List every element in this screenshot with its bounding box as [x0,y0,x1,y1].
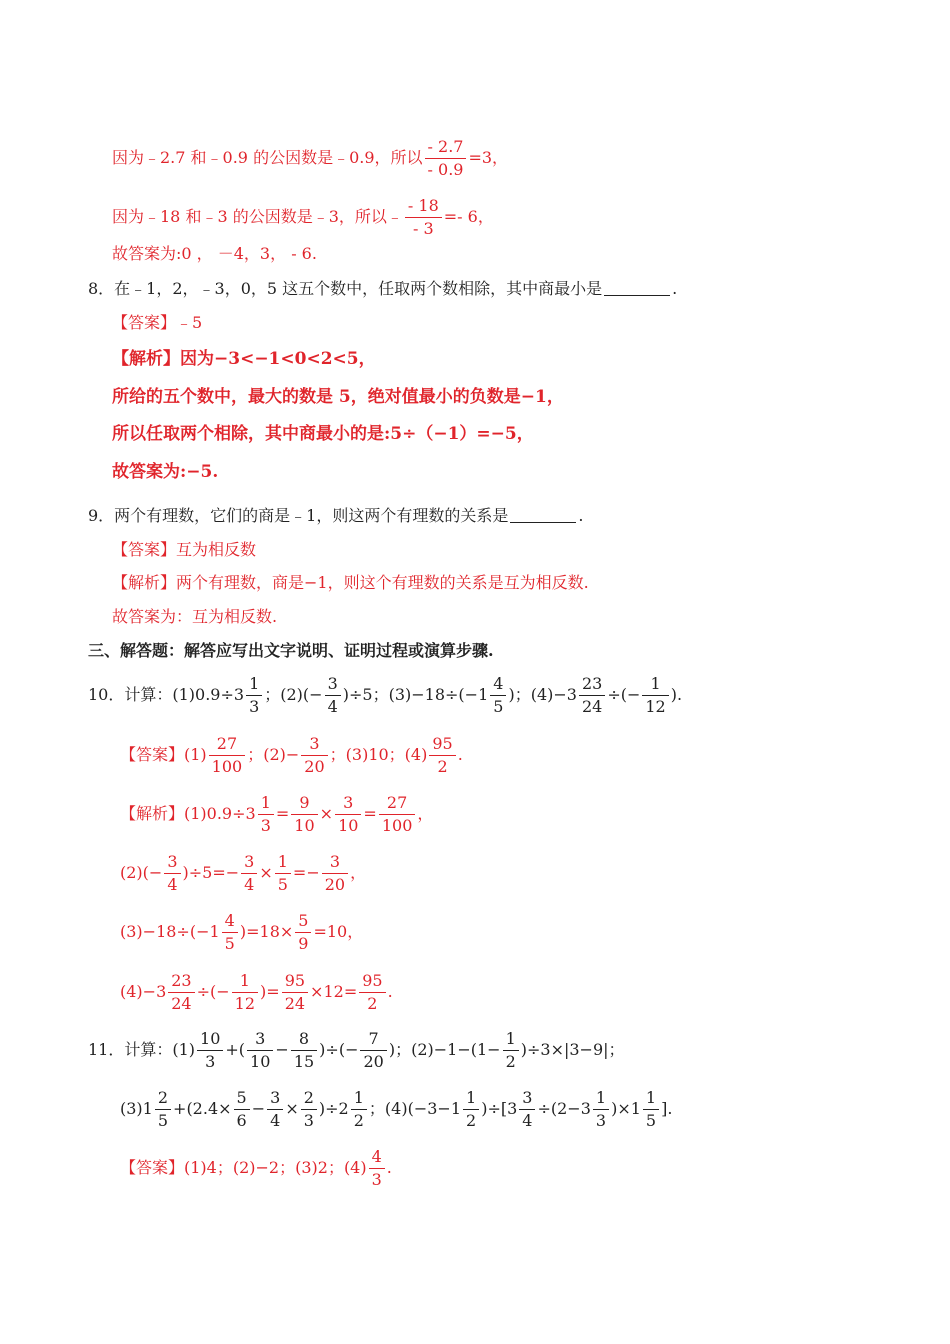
p7-l2-result: =- 6， [443,207,494,226]
denominator: 4 [270,1111,281,1130]
numerator: 1 [463,1087,479,1110]
numerator: 95 [429,733,455,756]
text: − [275,1040,289,1059]
denominator: 9 [298,934,309,953]
text: = [363,804,377,823]
fraction [593,1087,609,1132]
fraction [322,851,348,896]
denominator: 3 [249,697,260,716]
text: 【解析】(1)0.9÷3 [120,804,256,823]
text: ×12= [310,982,358,1001]
text: (4)−3 [120,982,167,1001]
numerator: 9 [291,792,317,815]
numerator: 1 [642,673,668,696]
denominator: 10 [250,1052,271,1071]
numerator: 3 [241,851,257,874]
text: )×1 [611,1099,641,1118]
q10-solution-4 [120,970,393,1015]
text: )÷5=− [182,863,240,882]
text: × [259,863,273,882]
answer-blank [510,522,576,523]
fraction [247,1028,273,1073]
text: =− [292,863,320,882]
text: (3)1 [120,1099,153,1118]
text: =10， [313,922,364,941]
fraction [258,792,274,837]
denominator: 2 [367,994,378,1013]
fraction [295,910,311,955]
denominator: 4 [244,875,255,894]
numerator: 3 [267,1087,283,1110]
fraction [222,910,238,955]
q10-solution-2 [120,851,366,896]
q10-answer [120,733,463,778]
fraction [168,970,194,1015]
numerator: 2 [301,1087,317,1110]
text: ]. [661,1099,673,1118]
fraction [234,1087,250,1132]
text: ；(3)10；(4) [329,745,428,764]
denominator: 5 [224,934,235,953]
text: ；(2)− [247,745,300,764]
numerator: 1 [643,1087,659,1110]
fraction [429,733,455,778]
q10-solution-3 [120,910,363,955]
text: ). [670,685,683,704]
p7-conclusion: 故答案为:0 ， －4，3， - 6. [112,244,317,263]
denominator: 100 [211,757,243,776]
denominator: 3 [303,1111,314,1130]
fraction [519,1087,535,1132]
fraction [359,970,385,1015]
numerator: 1 [503,1028,519,1051]
fraction [282,970,308,1015]
denominator: 4 [327,697,338,716]
fraction [325,673,341,718]
fraction [197,1028,223,1073]
numerator: 5 [295,910,311,933]
text: 11．计算：(1) [88,1040,196,1059]
denominator: 2 [353,1111,364,1130]
fraction [643,1087,659,1132]
numerator: 27 [379,792,416,815]
denominator: 3 [595,1111,607,1130]
text: (3)−18÷(−1 [120,922,220,941]
text: )÷2 [318,1099,349,1118]
q10-solution-1 [120,792,433,837]
numerator: 1 [258,792,274,815]
fraction [275,851,291,896]
text: )；(4)−3 [508,685,577,704]
numerator: 1 [275,851,291,874]
text: . [386,1158,392,1177]
denominator: - 3 [413,219,434,238]
denominator: 15 [293,1052,315,1071]
denominator: 6 [236,1111,247,1130]
numerator: 3 [247,1028,273,1051]
denominator: 5 [493,697,504,716]
text: = [275,804,290,823]
fraction [291,792,317,837]
p7-l1-text: 因为﹣2.7 和﹣0.9 的公因数是﹣0.9，所以 [112,148,423,167]
q11-answer [120,1146,392,1191]
numerator: 3 [335,792,361,815]
q9-solution-2: 故答案为：互为相反数. [112,607,278,626]
numerator: 3 [322,851,348,874]
numerator: 2 [155,1087,171,1110]
denominator: 2 [505,1052,516,1071]
numerator: 4 [222,910,238,933]
text: 【答案】(1) [120,745,207,764]
text: )= [260,982,280,1001]
text: . [457,745,463,764]
q9-text: 9．两个有理数，它们的商是﹣1，则这两个有理数的关系是 [88,506,509,525]
text: ， [350,863,367,882]
numerator: 3 [325,673,341,696]
q8-question [88,279,677,299]
numerator: - 18 [405,195,442,218]
fraction [379,792,416,837]
text: . [387,982,393,1001]
numerator: 10 [197,1028,223,1051]
text: × [319,804,334,823]
text: )=18× [239,922,294,941]
fraction [246,673,262,718]
q9-answer: 【答案】互为相反数 [112,540,257,559]
denominator: 3 [205,1052,216,1071]
denominator: 2 [466,1111,477,1130]
denominator: 10 [294,816,315,835]
denominator: 24 [284,994,306,1013]
fraction [463,1087,479,1132]
fraction [579,673,605,718]
numerator: 1 [246,673,262,696]
text: )÷[3 [481,1099,518,1118]
q8-end: . [672,279,678,298]
numerator: 95 [359,970,385,993]
numerator: 3 [519,1087,535,1110]
q9-solution-1: 【解析】两个有理数，商是−1，则这个有理数的关系是互为相反数. [112,573,589,592]
text: +( [225,1040,246,1059]
fraction [642,673,668,718]
numerator: 1 [351,1087,367,1110]
numerator: 4 [369,1146,385,1169]
p7-l2-text: 因为﹣18 和﹣3 的公因数是﹣3，所以﹣ [112,207,403,226]
numerator: 5 [234,1087,250,1110]
numerator: 3 [164,851,180,874]
denominator: 10 [338,816,359,835]
denominator: 20 [304,757,325,776]
fraction [241,851,257,896]
fraction [369,1146,385,1191]
text: ；(4)(−3−1 [368,1099,462,1118]
numerator: 8 [291,1028,317,1051]
q11-question-line-2 [120,1087,672,1132]
q8-solution-3: 所以任取两个相除，其中商最小的是:5÷（−1）=−5， [112,424,534,444]
numerator: 23 [168,970,194,993]
fraction [155,1087,171,1132]
fraction [209,733,246,778]
q8-solution-4: 故答案为:−5. [112,462,219,482]
numerator: 3 [301,733,327,756]
p7-line-2 [112,195,494,240]
fraction [425,136,467,181]
denominator: 4 [522,1111,533,1130]
fraction [503,1028,519,1073]
denominator: 3 [260,816,271,835]
fraction [291,1028,317,1073]
fraction [164,851,180,896]
text: (2)(− [120,863,163,882]
text: )÷5；(3)−18÷(−1 [342,685,489,704]
text: 10．计算：(1)0.9÷3 [88,685,245,704]
fraction [232,970,258,1015]
numerator: - 2.7 [425,136,467,159]
section-heading: 三、解答题：解答应写出文字说明、证明过程或演算步骤. [88,641,494,660]
text: × [285,1099,299,1118]
numerator: 7 [360,1028,386,1051]
answer-blank [604,295,670,296]
denominator: - 0.9 [427,160,464,179]
text: ；(2)(− [264,685,323,704]
q8-solution-1: 【解析】因为−3<−1<0<2<5， [112,349,376,369]
text: − [251,1099,266,1118]
fraction [405,195,442,240]
denominator: 100 [381,816,413,835]
denominator: 24 [581,697,603,716]
denominator: 2 [437,757,448,776]
fraction [335,792,361,837]
text: 【答案】(1)4；(2)−2；(3)2；(4) [120,1158,367,1177]
text: ， [417,804,434,823]
numerator: 1 [593,1087,609,1110]
denominator: 20 [324,875,346,894]
numerator: 1 [232,970,258,993]
denominator: 3 [371,1170,382,1189]
p7-l1-result: =3， [468,148,509,167]
numerator: 95 [282,970,308,993]
denominator: 12 [645,697,666,716]
fraction [351,1087,367,1132]
q8-answer: 【答案】﹣5 [112,313,203,332]
fraction [360,1028,386,1073]
fraction [267,1087,283,1132]
fraction [301,733,327,778]
q9-question [88,506,583,526]
text: )÷3×|3−9|； [520,1040,625,1059]
denominator: 12 [234,994,256,1013]
denominator: 5 [277,875,288,894]
q8-solution-2: 所给的五个数中，最大的数是 5，绝对值最小的负数是−1， [112,387,564,407]
q9-end: . [578,506,584,525]
denominator: 20 [363,1052,384,1071]
denominator: 24 [171,994,192,1013]
text: )÷(− [319,1040,359,1059]
text: )；(2)−1−(1− [388,1040,501,1059]
denominator: 4 [167,875,178,894]
numerator: 23 [579,673,605,696]
denominator: 5 [157,1111,169,1130]
fraction [490,673,506,718]
q11-question-line-1 [88,1028,625,1073]
text: ÷(− [607,685,641,704]
fraction [301,1087,317,1132]
denominator: 5 [645,1111,657,1130]
q8-text: 8．在﹣1，2，﹣3，0，5 这五个数中，任取两个数相除，其中商最小是 [88,279,603,298]
p7-line-1 [112,136,508,181]
numerator: 27 [209,733,246,756]
text: ÷(− [196,982,230,1001]
numerator: 4 [490,673,506,696]
text: ÷(2−3 [537,1099,591,1118]
q10-question [88,673,682,718]
text: +(2.4× [173,1099,232,1118]
